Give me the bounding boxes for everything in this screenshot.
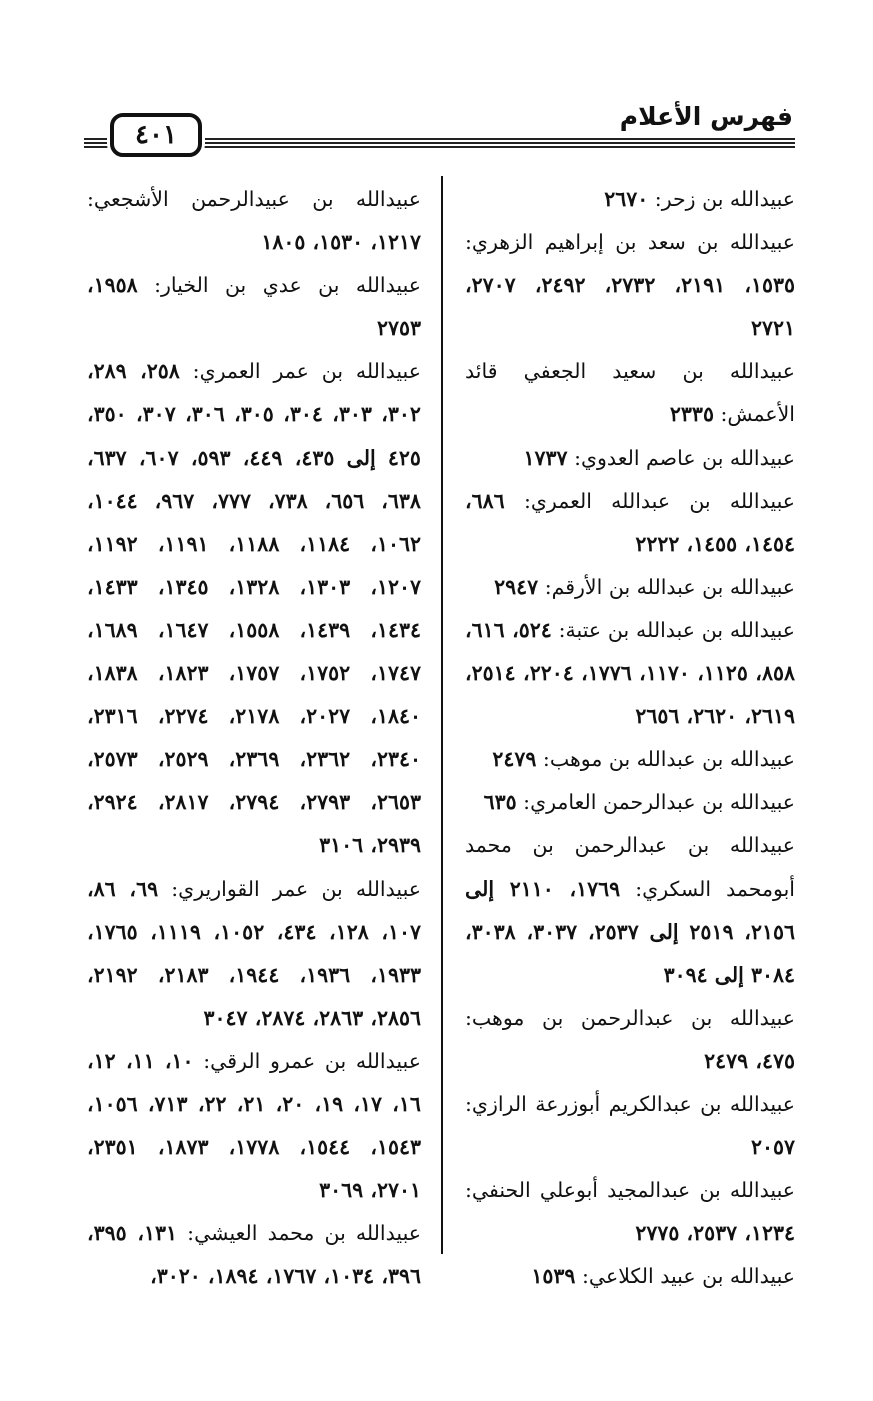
entry-references: ٢٦٧٠ xyxy=(604,187,649,211)
entry-references: ١٧٣٧ xyxy=(523,445,568,470)
index-entry xyxy=(87,178,421,264)
index-column-right xyxy=(465,178,795,1298)
index-entry xyxy=(465,997,795,1083)
entry-references: ٢٠٥٧ xyxy=(750,1135,795,1160)
entry-references: ١٠، ١١، ١٢، ١٦، ١٧، ١٩، ٢٠، ٢١، ٢٢، ٧١٣، ١٠٥٦، ١٥٤٣، ١٥٤٤، ١٧٧٨، ١٨٧٣، ٢٣٥١، ٢٧٠١، ٣٠٦٩ xyxy=(87,1048,421,1203)
entry-references: ١٩٥٨، ٢٧٥٣ xyxy=(87,273,421,341)
index-entry xyxy=(465,566,795,609)
entry-name: عبيدالله بن عبدالمجيد أبوعلي الحنفي: xyxy=(465,1178,795,1203)
entry-references: ٥٢٤، ٦١٦، ٨٥٨، ١١٢٥، ١١٧٠، ١٧٧٦، ٢٢٠٤، ٢٥١٤، ٢٦١٩، ٢٦٢٠، ٢٦٥٦ xyxy=(465,617,795,729)
index-entry xyxy=(465,1083,795,1169)
entry-references: ١٣١، ٣٩٥، ٣٩٦، ١٠٣٤، ١٧٦٧، ١٨٩٤، ٣٠٢٠، xyxy=(87,1221,421,1289)
column-divider xyxy=(441,176,443,1254)
entry-references: ٤٧٥، ٢٤٧٩ xyxy=(704,1048,795,1073)
entry-name: عبيدالله بن عبدالرحمن بن موهب: xyxy=(465,1005,795,1030)
index-column-left xyxy=(87,178,421,1298)
entry-name: عبيدالله بن عبدالكريم أبوزرعة الرازي: xyxy=(465,1091,795,1116)
entry-name: عبيدالله بن عبدالرحمن العامري: xyxy=(523,790,795,815)
index-entry xyxy=(465,221,795,350)
index-entry xyxy=(465,609,795,738)
index-entry xyxy=(87,264,421,350)
entry-name: عبيدالله بن عبيدالرحمن الأشجعي: xyxy=(87,187,421,211)
entry-references: ١٢١٧، ١٥٣٠، ١٨٠٥ xyxy=(261,230,421,255)
entry-name: عبيدالله بن عمر العمري: xyxy=(192,359,421,384)
entry-name: عبيدالله بن سعد بن إبراهيم الزهري: xyxy=(465,230,795,255)
index-entry xyxy=(87,1040,421,1212)
entry-references: ٢٥٨، ٢٨٩، ٣٠٢، ٣٠٣، ٣٠٤، ٣٠٥، ٣٠٦، ٣٠٧، ٣٥٠، ٤٢٥ إلى ٤٣٥، ٤٤٩، ٥٩٣، ٦٠٧، ٦٣٧، ٦٣٨، ٦٥٦، ٧٣٨، ٧٧٧، ٩٦٧، ١٠٤٤، ١٠٦٢، ١١٨٤، ١١٨٨، ١١٩١، ١١٩٢، ١٢٠٧، ١٣٠٣، ١٣٢٨، ١٣٤٥، ١٤٣٣، ١٤٣٤، ١٤٣٩، ١٥٥٨، ١٦٤٧، ١٦٨٩، ١٧٤٧، ١٧٥٢، ١٧٥٧، ١٨٢٣، ١٨٣٨، ١٨٤٠، ٢٠٢٧، ٢١٧٨، ٢٢٧٤، ٢٣١٦، ٢٣٤٠، ٢٣٦٢، ٢٣٦٩، ٢٥٢٩، ٢٥٧٣، ٢٦٥٣، ٢٧٩٣، ٢٧٩٤، ٢٨١٧، ٢٩٢٤، ٢٩٣٩، ٣١٠٦ xyxy=(87,359,421,858)
entry-name: عبيدالله بن عبيد الكلاعي: xyxy=(581,1264,795,1289)
index-entry xyxy=(465,738,795,781)
entry-name: عبيدالله بن عاصم العدوي: xyxy=(574,445,795,470)
entry-references: ٢٣٣٥ xyxy=(669,402,714,427)
index-entry xyxy=(465,178,795,221)
entry-references: ٢٩٤٧ xyxy=(494,574,539,599)
entry-references: ٦٩، ٨٦، ١٠٧، ١٢٨، ٤٣٤، ١٠٥٢، ١١١٩، ١٧٦٥، ١٩٣٣، ١٩٣٦، ١٩٤٤، ٢١٨٣، ٢١٩٢، ٢٨٥٦، ٢٨٦٣، ٢٨٧٤، ٣٠٤٧ xyxy=(87,876,421,1030)
entry-references: ١٥٣٩ xyxy=(531,1264,576,1289)
entry-name: عبيدالله بن محمد العيشي: xyxy=(187,1221,421,1246)
entry-name: عبيدالله بن عمرو الرقي: xyxy=(203,1048,421,1073)
entry-references: ١٢٣٤، ٢٥٣٧، ٢٧٧٥ xyxy=(635,1221,795,1246)
entry-references: ٦٨٦، ١٤٥٤، ١٤٥٥، ٢٢٢٢ xyxy=(465,488,795,556)
entry-name: عبيدالله بن عدي بن الخيار: xyxy=(154,273,421,298)
entry-name: عبيدالله بن سعيد الجعفي قائد الأعمش: xyxy=(465,359,795,427)
index-entry xyxy=(87,1212,421,1298)
index-entry xyxy=(87,350,421,867)
index-entry xyxy=(465,781,795,824)
index-entry xyxy=(465,1255,795,1298)
index-entry xyxy=(465,350,795,436)
entry-name: عبيدالله بن عبدالله العمري: xyxy=(523,488,795,513)
running-title: فهرس الأعلام xyxy=(619,102,793,131)
entry-name: عبيدالله بن عبدالله بن عتبة: xyxy=(558,617,795,642)
index-entry xyxy=(465,437,795,480)
entry-name: عبيدالله بن عبدالرحمن بن محمد أبومحمد السكري: xyxy=(465,833,795,901)
index-entry xyxy=(465,1169,795,1255)
entry-references: ٦٣٥ xyxy=(483,790,517,815)
entry-references: ١٥٣٥، ٢١٩١، ٢٧٣٢، ٢٤٩٢، ٢٧٠٧، ٢٧٢١ xyxy=(465,273,795,341)
entry-name: عبيدالله بن زحر: xyxy=(654,187,795,211)
entry-name: عبيدالله بن عمر القواريري: xyxy=(171,876,421,901)
index-entry xyxy=(465,824,795,996)
entry-references: ١٧٦٩، ٢١١٠ إلى ٢١٥٦، ٢٥١٩ إلى ٢٥٣٧، ٣٠٣٧، ٣٠٣٨، ٣٠٨٤ إلى ٣٠٩٤ xyxy=(465,876,795,987)
entry-name: عبيدالله بن عبدالله بن الأرقم: xyxy=(544,574,795,599)
index-entry xyxy=(87,868,421,1040)
index-entry xyxy=(465,480,795,566)
entry-name: عبيدالله بن عبدالله بن موهب: xyxy=(542,747,795,772)
page-number: ٤٠١ xyxy=(110,113,202,157)
entry-references: ٢٤٧٩ xyxy=(492,747,537,772)
